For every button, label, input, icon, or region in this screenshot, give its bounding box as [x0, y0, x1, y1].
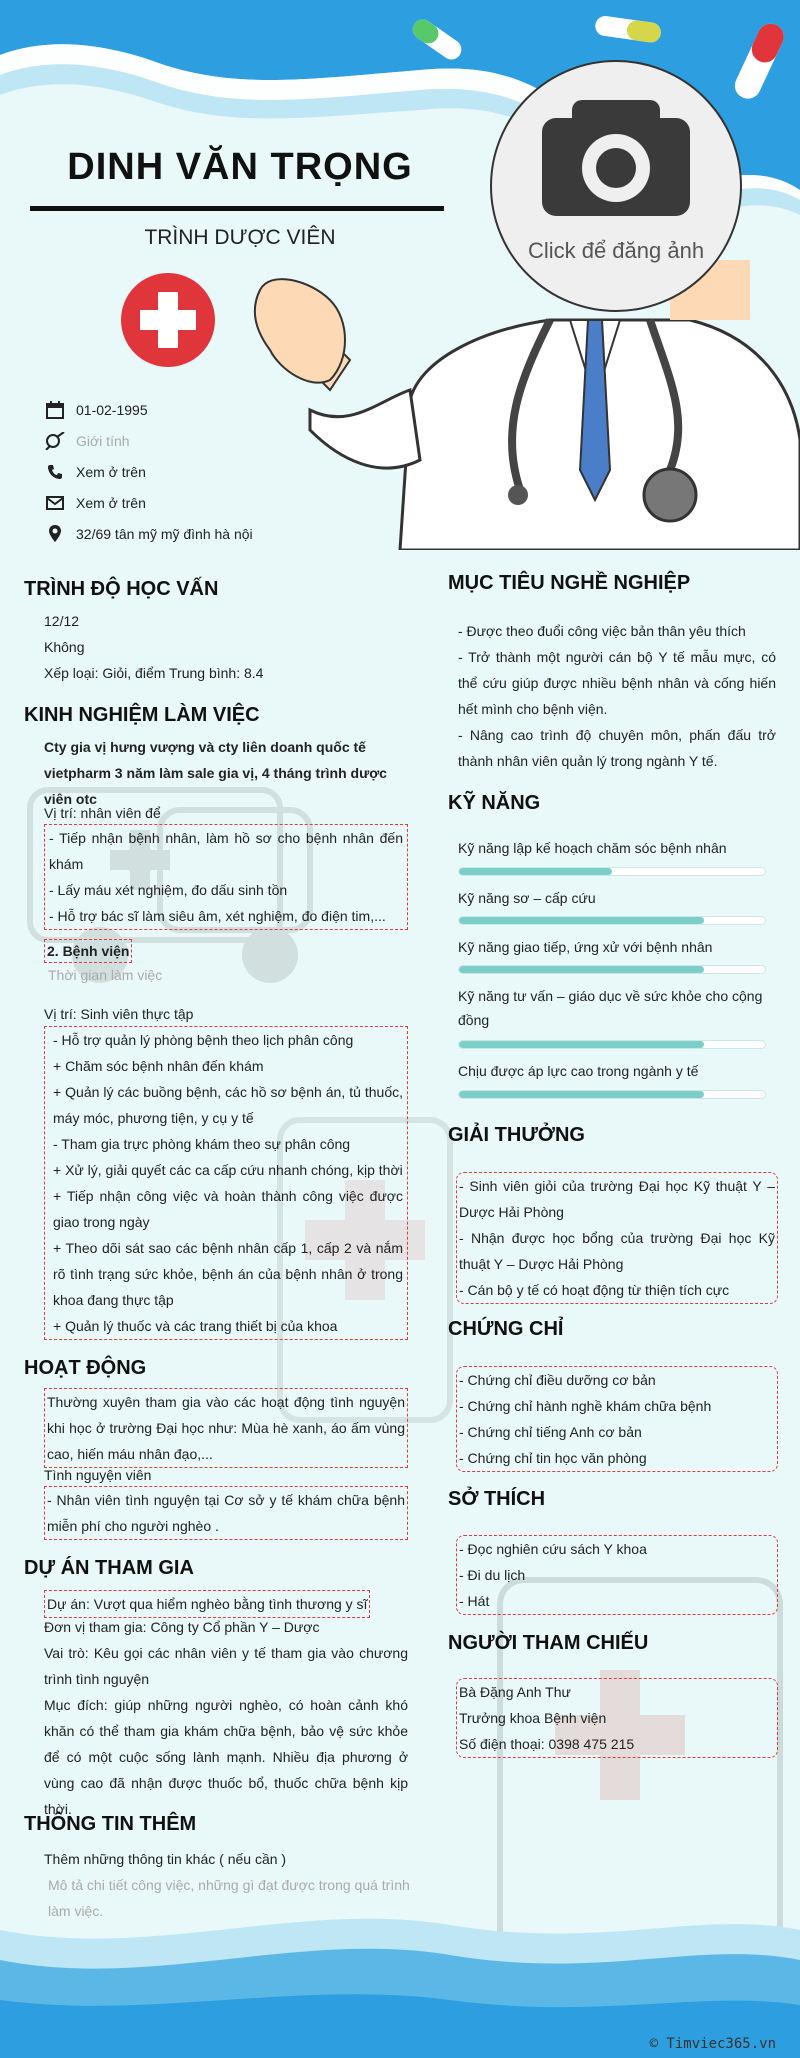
duty-item: + Xử lý, giải quyết các ca cấp cứu nhanh chóng, kịp thời: [53, 1162, 403, 1178]
certificates-content: [456, 1366, 778, 1472]
education-line: 12/12: [44, 613, 80, 629]
skill-bar: [458, 867, 766, 876]
experience-title: KINH NGHIỆM LÀM VIỆC: [24, 704, 260, 726]
duty-item: + Theo dõi sát sao các bệnh nhân cấp 1, cấp 2 và nắm rõ tình trạng sức khỏe, bệnh án của bệnh nhân ở trong khoa đang thực tập: [53, 1240, 403, 1308]
skill-label: Kỹ năng giao tiếp, ứng xử với bệnh nhân: [458, 939, 713, 955]
profile-photo-upload[interactable]: [490, 60, 742, 312]
reference-content: [456, 1678, 778, 1758]
education-title: TRÌNH ĐỘ HỌC VẤN: [24, 578, 219, 600]
certificate-item: - Chứng chỉ hành nghề khám chữa bệnh: [459, 1398, 712, 1414]
doctor-illustration: [250, 240, 800, 550]
skills-title: KỸ NĂNG: [448, 792, 541, 814]
duty-item: - Lấy máu xét nghiệm, đo dấu sinh tồn: [49, 882, 288, 898]
skill-bar-fill: [459, 966, 704, 973]
skill-bar-fill: [459, 1041, 704, 1048]
medical-cross-icon: [120, 272, 216, 368]
calendar-icon: [44, 400, 66, 420]
hobby-item: - Đi du lịch: [459, 1567, 526, 1583]
objective-line: - Nâng cao trình độ chuyên môn, phấn đấu trở thành nhân viên quản lý trong ngành Y tế.: [458, 727, 776, 769]
education-line: Không: [44, 639, 85, 655]
duty-item: + Quản lý các buồng bệnh, các hồ sơ bệnh án, tủ thuốc, máy móc, phương tiện, y cụ y tế: [53, 1084, 403, 1126]
skill-label: Kỹ năng tư vấn – giáo dục về sức khỏe cho cộng đồng: [458, 988, 763, 1028]
skill-bar: [458, 916, 766, 925]
activities-detail: - Nhân viên tình nguyện tại Cơ sở y tế khám chữa bệnh miễn phí cho người nghèo .: [44, 1486, 408, 1540]
award-item: - Nhận được học bổng của trường Đại học Kỹ thuật Y – Dược Hải Phòng: [459, 1230, 775, 1272]
contact-email: Xem ở trên: [44, 493, 146, 513]
experience-time-2: Thời gian làm việc: [48, 967, 163, 983]
awards-content: [456, 1172, 778, 1304]
skill-label: Kỹ năng sơ – cấp cứu: [458, 890, 596, 906]
education-content: [44, 608, 404, 686]
reference-title: NGƯỜI THAM CHIẾU: [448, 1632, 649, 1654]
hobby-item: - Hát: [459, 1593, 490, 1609]
duty-item: + Tiếp nhận công việc và hoàn thành công việc được giao trong ngày: [53, 1188, 403, 1230]
certificate-item: - Chứng chỉ tiếng Anh cơ bản: [459, 1424, 642, 1440]
job-title: TRÌNH DƯỢC VIÊN: [144, 226, 336, 249]
certificates-title: CHỨNG CHỈ: [448, 1318, 564, 1340]
activities-title: HOẠT ĐỘNG: [24, 1357, 147, 1379]
experience-job-2: 2. Bệnh viện: [44, 939, 132, 963]
skill-label: Chịu được áp lực cao trong ngành y tế: [458, 1063, 699, 1079]
footer-copyright: © Timviec365.vn: [649, 2036, 776, 2052]
experience-position-1: Vị trí: nhân viên để: [44, 805, 161, 821]
contact-address: 32/69 tân mỹ mỹ đình hà nội: [44, 524, 253, 544]
project-name: Dự án: Vượt qua hiểm nghèo bằng tình thương y sĩ: [44, 1590, 370, 1618]
more-info-line: Thêm những thông tin khác ( nếu cần ): [44, 1851, 287, 1867]
photo-upload-label: Click để đăng ảnh: [527, 238, 705, 263]
award-item: - Sinh viên giỏi của trường Đại học Kỹ thuật Y – Dược Hải Phòng: [459, 1178, 775, 1220]
objective-title: MỤC TIÊU NGHỀ NGHIỆP: [448, 572, 691, 594]
awards-title: GIẢI THƯỞNG: [448, 1124, 585, 1146]
hobbies-title: SỞ THÍCH: [448, 1488, 546, 1510]
more-info-title: THÔNG TIN THÊM: [24, 1813, 197, 1835]
experience-company: Cty gia vị hưng vượng và cty liên doanh quốc tế vietpharm 3 năm làm sale gia vị, 4 tháng trình dược viên otc: [44, 739, 387, 807]
contact-dob: 01-02-1995: [44, 400, 148, 420]
education-line: Xếp loại: Giỏi, điểm Trung bình: 8.4: [44, 665, 264, 681]
more-info-hint: Mô tả chi tiết công việc, những gì đạt được trong quá trình làm việc.: [48, 1877, 410, 1919]
skill-bar-fill: [459, 917, 704, 924]
experience-duties-1: [44, 824, 408, 930]
hobbies-content: [456, 1535, 778, 1615]
project-purpose: Mục đích: giúp những người nghèo, có hoàn cảnh khó khăn có thể tham gia khám chữa bệnh, bảo vệ sức khỏe để có một cuộc sống lành mạnh. Nhiều địa phương ở vùng cao đã nhận được thuốc bổ, thuốc chữa bệnh kịp thời.: [44, 1697, 408, 1817]
project-role: Vai trò: Kêu gọi các nhân viên y tế tham gia vào chương trình tình nguyện: [44, 1645, 408, 1687]
activities-description: Thường xuyên tham gia vào các hoạt động tình nguyện khi học ở trường Đại học như: Mùa hè xanh, áo ấm vùng cao, hiến máu nhân đạo,...: [44, 1388, 408, 1468]
reference-line: Bà Đặng Anh Thư: [459, 1684, 571, 1700]
email-icon: [44, 493, 66, 513]
skill-label: Kỹ năng lập kế hoạch chăm sóc bệnh nhân: [458, 840, 727, 856]
duty-item: - Hỗ trợ quản lý phòng bệnh theo lịch phân công: [53, 1032, 354, 1048]
duty-item: - Tham gia trực phòng khám theo sự phân công: [53, 1136, 351, 1152]
project-unit: Đơn vị tham gia: Công ty Cổ phần Y – Dược: [44, 1619, 320, 1635]
name-divider: [30, 206, 444, 211]
experience-duties-2: [44, 1026, 408, 1340]
skill-bar-fill: [459, 868, 612, 875]
gender-icon: [44, 431, 66, 451]
hobby-item: - Đọc nghiên cứu sách Y khoa: [459, 1541, 647, 1557]
objective-line: - Được theo đuổi công việc bản thân yêu thích: [458, 623, 746, 639]
contact-gender: Giới tính: [44, 431, 130, 451]
duty-item: + Chăm sóc bệnh nhân đến khám: [53, 1058, 264, 1074]
objective-content: [458, 618, 776, 774]
phone-icon: [44, 462, 66, 482]
duty-item: - Hỗ trợ bác sĩ làm siêu âm, xét nghiệm, đo điện tim,...: [49, 908, 386, 924]
skill-bar-fill: [459, 1091, 704, 1098]
projects-title: DỰ ÁN THAM GIA: [24, 1557, 194, 1579]
reference-line: Số điện thoại: 0398 475 215: [459, 1736, 635, 1752]
reference-line: Trưởng khoa Bệnh viện: [459, 1710, 607, 1726]
contact-phone: Xem ở trên: [44, 462, 146, 482]
location-pin-icon: [44, 524, 66, 544]
skill-bar: [458, 965, 766, 974]
duty-item: + Quản lý thuốc và các trang thiết bị của khoa: [53, 1318, 338, 1334]
experience-position-2: Vị trí: Sinh viên thực tập: [44, 1006, 194, 1022]
award-item: - Cán bộ y tế có hoạt động từ thiện tích cực: [459, 1282, 730, 1298]
duty-item: - Tiếp nhận bệnh nhân, làm hồ sơ cho bệnh nhân đến khám: [49, 830, 403, 872]
skill-bar: [458, 1090, 766, 1099]
skill-bar: [458, 1040, 766, 1049]
certificate-item: - Chứng chỉ điều dưỡng cơ bản: [459, 1372, 656, 1388]
certificate-item: - Chứng chỉ tin học văn phòng: [459, 1450, 647, 1466]
activities-role: Tình nguyện viên: [44, 1467, 152, 1483]
camera-icon: [542, 96, 690, 216]
candidate-name: DINH VĂN TRỌNG: [67, 146, 413, 188]
objective-line: - Trở thành một người cán bộ Y tế mẫu mực, có thể cứu giúp được nhiều bệnh nhân và cống hiến hết mình cho bệnh viện.: [458, 649, 776, 717]
